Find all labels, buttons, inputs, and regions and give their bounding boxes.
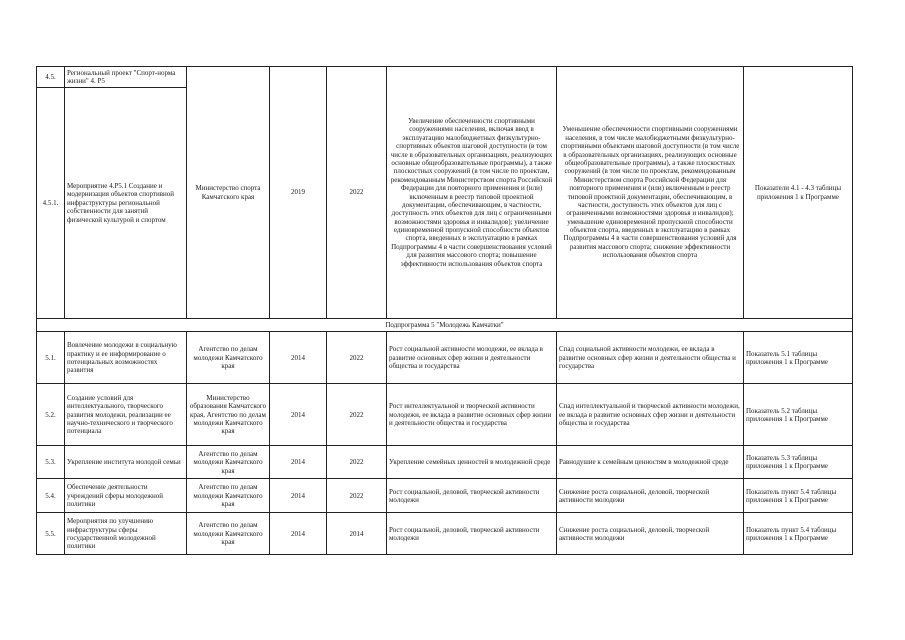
start-year-cell (270, 67, 327, 319)
measure-name: Мероприятия по улучшению инфраструктуры сферы государственной молодежной политики (65, 513, 187, 555)
non-implementation-consequence: Спад социальной активности молодежи, ее вклада в развитие основных сфер жизни и деятельности общества и государства (557, 332, 744, 384)
non-implementation-consequence: Равнодушие к семейным ценностям в молодежной среде (557, 446, 744, 479)
table-row (37, 513, 853, 555)
table-row (37, 384, 853, 446)
indicator-link: Показатель пункт 5.4 таблицы приложения 1 к Программе (744, 479, 853, 513)
indicator-link: Показатели 4.1 - 4.3 таблицы приложения 1 к Программе (754, 184, 842, 201)
table-row (37, 67, 853, 88)
expected-result: Увеличение обеспеченности спортивными сооружениями населения, включая ввод в эксплуатацию малобюджетных физкультурно-спортивных объектов шаговой доступности (в том числе в образовательных организациях, реализующих основные общеобразовательные программы), а также плоскостных сооружений (в том числе по проектам, рекомендованным Министерством спорта Российской Федерации для повторного применения и (или) включенным в реестр типовой проектной документации, обеспечивающим, в частности, доступность этих объектов для лиц с ограниченными возможностями здоровья и инвалидов); увеличение единовременной пропускной способности объектов спорта, введенных в эксплуатацию в рамках Подпрограммы 4 в части совершенствования условий для развития массового спорта; повышение эффективности использования объектов спорта (390, 116, 553, 268)
indicator-link: Показатель 5.1 таблицы приложения 1 к Программе (744, 332, 853, 384)
expected-result: Рост интеллектуальной и творческой активности молодежи, ее вклада в развитие основных сфер жизни и деятельности общества и государства (387, 384, 557, 446)
measure-name: Обеспечение деятельности учреждений сферы молодежной политики (65, 479, 187, 513)
expected-result: Рост социальной активности молодежи, ее вклада в развитие основных сфер жизни и деятельности общества и государства (387, 332, 557, 384)
non-implementation-consequence: Спад интеллектуальной и творческой активности молодежи, ее вклада в развитие основных сфер жизни и деятельности общества и государства (557, 384, 744, 446)
end-year-cell (327, 67, 387, 319)
end-year: 2022 (327, 332, 387, 384)
executor: Агентство по делам молодежи Камчатского края (187, 332, 270, 384)
end-year: 2022 (327, 479, 387, 513)
consequence-cell (557, 67, 744, 319)
start-year: 2014 (270, 332, 327, 384)
measure-name: Вовлечение молодежи в социальную практику и ее информирование о потенциальных возможностях развития (65, 332, 187, 384)
measure-name: Мероприятие 4.Р5.1 Создание и модернизация объектов спортивной инфраструктуры региональной собственности для занятий физической культурой и спортом (65, 88, 187, 319)
start-year: 2014 (270, 479, 327, 513)
start-year: 2014 (270, 384, 327, 446)
end-year: 2022 (327, 446, 387, 479)
end-year: 2022 (327, 384, 387, 446)
indicator-link: Показатель 5.2 таблицы приложения 1 к Программе (744, 384, 853, 446)
end-year: 2022 (349, 188, 364, 197)
expected-result: Укрепление семейных ценностей в молодежной среде (387, 446, 557, 479)
expected-result: Рост социальной, деловой, творческой активности молодежи (387, 513, 557, 555)
non-implementation-consequence: Снижение роста социальной, деловой, творческой активности молодежи (557, 513, 744, 555)
row-number: 5.3. (37, 446, 65, 479)
table-row (37, 332, 853, 384)
row-number: 5.1. (37, 332, 65, 384)
measure-name: Создание условий для интеллектуального, творческого развития молодежи, реализации ее научно-технического и творческого потенциала (65, 384, 187, 446)
non-implementation-consequence: Уменьшение обеспеченности спортивными сооружениями населения, в том числе малобюджетными физкультурно-спортивными объектами шаговой доступности (в том числе в образовательных организациях, реализующих основные общеобразовательные программы), а также плоскостных сооружений (в том числе по проектам, рекомендованным Министерством спорта Российской Федерации для повторного применения и (или) включенным в реестр типовой проектной документации, обеспечивающим, в частности, доступность этих объектов для лиц с ограниченными возможностями здоровья и инвалидов); уменьшение единовременной пропускной способности объектов спорта, введенных в эксплуатацию в рамках Подпрограммы 4 в части совершенствования условий для развития массового спорта; снижение эффективности использования объектов спорта (560, 125, 740, 260)
table-row (37, 446, 853, 479)
executor: Агентство по делам молодежи Камчатского края (187, 513, 270, 555)
expected-result-cell (387, 67, 557, 319)
row-number: 4.5. (37, 67, 65, 88)
table-row (37, 479, 853, 513)
row-number: 5.4. (37, 479, 65, 513)
start-year: 2014 (270, 513, 327, 555)
start-year: 2019 (291, 188, 305, 197)
executor: Агентство по делам молодежи Камчатского края (187, 446, 270, 479)
row-number: 5.5. (37, 513, 65, 555)
indicator-link: Показатель 5.3 таблицы приложения 1 к Программе (744, 446, 853, 479)
executor: Министерство образования Камчатского края, Агентство по делам молодежи Камчатского края (187, 384, 270, 446)
non-implementation-consequence: Снижение роста социальной, деловой, творческой активности молодежи (557, 479, 744, 513)
measure-name: Укрепление института молодой семьи (65, 446, 187, 479)
measure-name: Региональный проект "Спорт-норма жизни" 4. Р5 (65, 67, 187, 88)
end-year: 2014 (327, 513, 387, 555)
executor: Министерство спорта Камчатского края (195, 184, 261, 201)
row-number: 5.2. (37, 384, 65, 446)
subprogram-header-row (37, 319, 853, 332)
executor-cell (187, 67, 270, 319)
expected-result: Рост социальной, деловой, творческой активности молодежи (387, 479, 557, 513)
indicator-cell (744, 67, 853, 319)
executor: Агентство по делам молодежи Камчатского края (187, 479, 270, 513)
subprogram-title: Подпрограмма 5 "Молодежь Камчатки" (37, 319, 853, 332)
program-measures-table (36, 66, 853, 555)
indicator-link: Показатель пункт 5.4 таблицы приложения 1 к Программе (744, 513, 853, 555)
row-number: 4.5.1. (37, 88, 65, 319)
start-year: 2014 (270, 446, 327, 479)
